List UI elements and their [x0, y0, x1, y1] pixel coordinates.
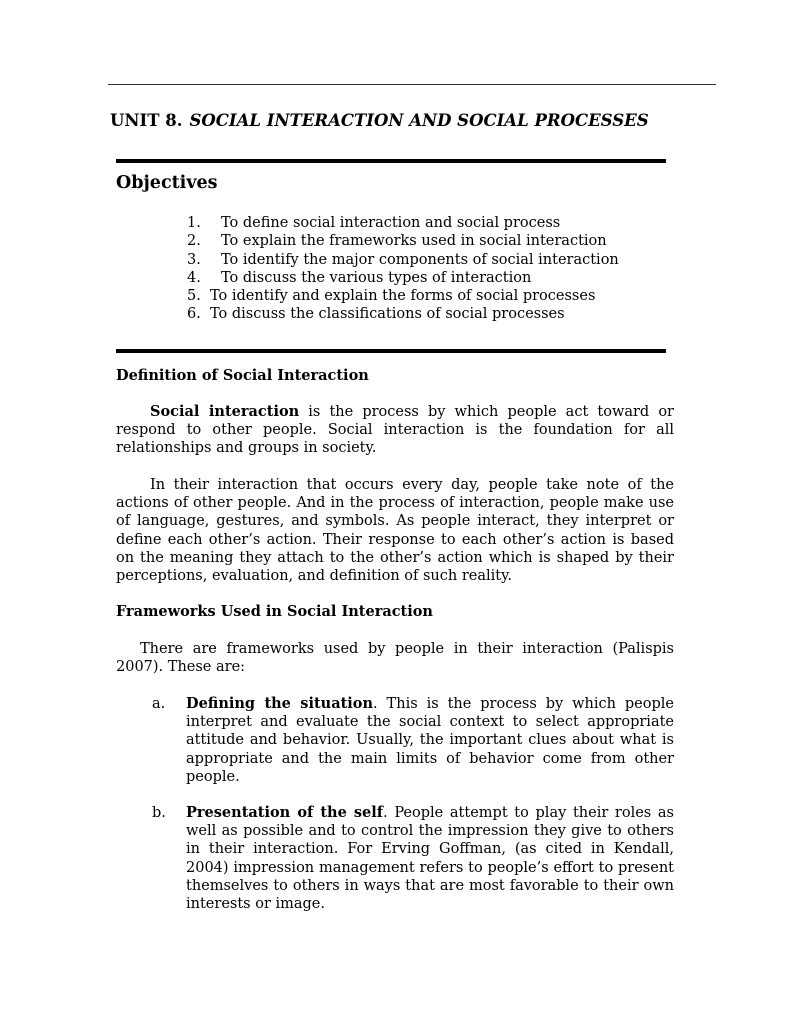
item-text: To explain the frameworks used in social interaction [221, 233, 607, 250]
definition-heading: Definition of Social Interaction [116, 367, 369, 384]
item-text: To identify the major components of social interaction [221, 251, 619, 268]
list-item [187, 214, 619, 232]
divider-rule-top [116, 159, 666, 163]
item-number: 5. [187, 288, 201, 305]
list-item [187, 269, 619, 287]
unit-label: UNIT 8. [110, 111, 183, 130]
framework-item-b [152, 804, 674, 913]
objectives-list [187, 214, 619, 324]
item-term: Presentation of the self [186, 804, 384, 821]
list-item [187, 305, 619, 323]
item-number: 2. [187, 233, 201, 250]
unit-title [110, 111, 649, 130]
frameworks-intro [116, 640, 674, 676]
frameworks-heading: Frameworks Used in Social Interaction [116, 603, 433, 620]
definition-text: is the process by which people act toward or respond to other people. Social interaction is the foundation for all relationships and groups in society. [116, 404, 674, 457]
objectives-heading: Objectives [116, 173, 218, 193]
item-label: a. [152, 696, 166, 712]
item-number: 3. [187, 251, 201, 268]
divider-rule-bottom [116, 349, 666, 353]
item-text: To discuss the various types of interaction [221, 269, 532, 286]
top-rule [108, 84, 716, 85]
list-item [187, 251, 619, 269]
framework-item-a [152, 695, 674, 786]
item-text: . People attempt to play their roles as well as possible and to control the impression they give to others in their interaction. For Erving Goffman, (as cited in Kendall, 2004) impression management refers to people’s effort to present themselves to others in ways that are most favorable to their own interests or image. [186, 805, 675, 913]
paragraph-text: There are frameworks used by people in their interaction (Palispis 2007). These are: [116, 641, 674, 676]
item-term: Defining the situation [186, 695, 374, 712]
list-item [187, 232, 619, 250]
definition-term: Social interaction [150, 403, 300, 420]
item-text: To define social interaction and social process [221, 215, 561, 231]
item-text: To identify and explain the forms of social processes [210, 288, 596, 305]
unit-title-text: SOCIAL INTERACTION AND SOCIAL PROCESSES [189, 111, 649, 130]
item-text: To discuss the classifications of social processes [210, 306, 565, 323]
item-number: 1. [187, 215, 201, 231]
list-item [187, 287, 619, 305]
item-text: . This is the process by which people interpret and evaluate the social context to select appropriate attitude and behavior. Usually, the important clues about what is appropriate and the main limits of behavior come from other people. [186, 696, 674, 785]
definition-paragraph-2 [116, 476, 674, 585]
paragraph-text: In their interaction that occurs every day, people take note of the actions of other people. And in the process of interaction, people make use of language, gestures, and symbols. As people interact, they interpret or define each other’s action. Their response to each other’s action is based on the meaning they attach to the other’s action which is shaped by their perceptions, evaluation, and definition of such reality. [116, 477, 674, 585]
definition-paragraph-1 [116, 403, 674, 458]
item-number: 4. [187, 269, 201, 286]
item-label: b. [152, 805, 166, 821]
item-number: 6. [187, 306, 201, 323]
